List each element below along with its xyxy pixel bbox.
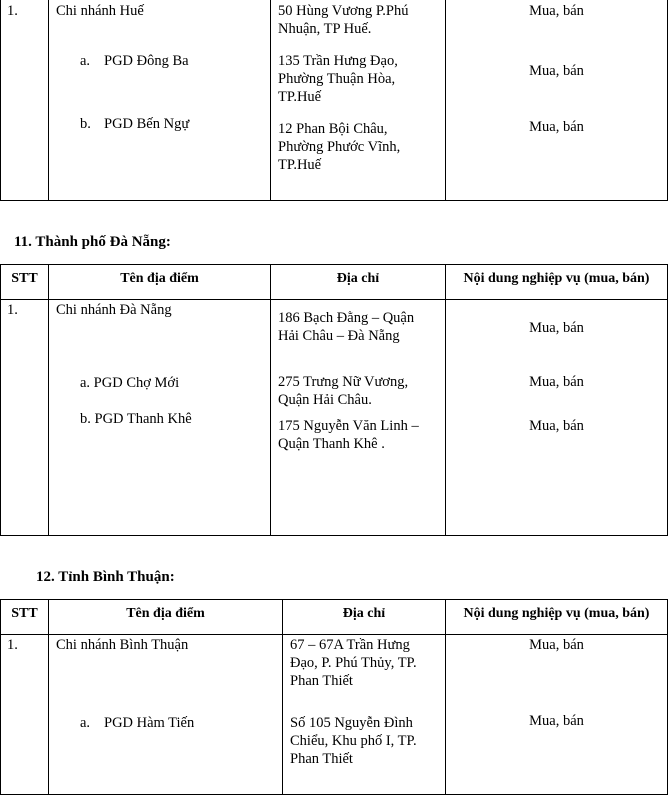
service-cell: Mua, bán — [529, 320, 584, 336]
branch-name: Chi nhánh Đà Nẵng — [56, 302, 172, 318]
address-line: Quận Thanh Khê . — [278, 436, 385, 452]
stt-cell: 1. — [7, 3, 18, 19]
list-marker: b. — [80, 116, 91, 132]
address-line: Phường Phước Vĩnh, — [278, 139, 401, 155]
address-line: Hải Châu – Đà Nẵng — [278, 328, 400, 344]
column-header: Tên địa điểm — [49, 265, 271, 300]
column-header: Nội dung nghiệp vụ (mua, bán) — [446, 265, 668, 300]
stt-cell: 1. — [7, 302, 18, 318]
section-heading: 11. Thành phố Đà Nẵng: — [14, 234, 171, 250]
address-line: 50 Hùng Vương P.Phú — [278, 3, 409, 19]
column-header: Địa chỉ — [283, 600, 446, 635]
column-header: Tên địa điểm — [49, 600, 283, 635]
address-line: TP.Huế — [278, 157, 322, 173]
section-heading: 12. Tỉnh Bình Thuận: — [36, 569, 175, 585]
binhthuan-table — [0, 599, 668, 795]
service-cell: Mua, bán — [529, 418, 584, 434]
service-cell: Mua, bán — [529, 119, 584, 135]
pgd-name: PGD Hàm Tiến — [104, 715, 195, 731]
list-marker: a. — [80, 715, 91, 731]
address-line: 186 Bạch Đằng – Quận — [278, 310, 415, 326]
address-line: 175 Nguyễn Văn Linh – — [278, 418, 419, 434]
address-line: 12 Phan Bội Châu, — [278, 121, 388, 137]
address-line: Quận Hải Châu. — [278, 392, 372, 408]
column-header: Địa chỉ — [271, 265, 446, 300]
address-line: Nhuận, TP Huế. — [278, 21, 372, 37]
branch-name: Chi nhánh Huế — [56, 3, 144, 19]
column-header: STT — [1, 600, 49, 635]
address-line: 135 Trần Hưng Đạo, — [278, 53, 398, 69]
address-line: Phan Thiết — [290, 673, 353, 689]
address-line: Số 105 Nguyễn Đình — [290, 715, 413, 731]
address-line: TP.Huế — [278, 89, 322, 105]
pgd-name: PGD Bến Ngự — [104, 116, 190, 132]
service-cell: Mua, bán — [529, 63, 584, 79]
address-line: 275 Trưng Nữ Vương, — [278, 374, 409, 390]
table-row — [1, 300, 668, 536]
address-line: 67 – 67A Trần Hưng — [290, 637, 410, 653]
address-line: Phường Thuận Hòa, — [278, 71, 396, 87]
table-header-row — [1, 265, 668, 300]
list-marker: a. — [80, 53, 91, 69]
branch-name: Chi nhánh Bình Thuận — [56, 637, 189, 653]
pgd-name: PGD Đông Ba — [104, 53, 189, 69]
address-line: Phan Thiết — [290, 751, 353, 767]
column-header: STT — [1, 265, 49, 300]
address-line: Chiểu, Khu phố I, TP. — [290, 733, 417, 749]
pgd-name: b. PGD Thanh Khê — [80, 411, 192, 427]
hue-table — [0, 0, 668, 201]
service-cell: Mua, bán — [529, 637, 584, 653]
table-row — [1, 0, 668, 201]
table-row — [1, 635, 668, 795]
service-cell: Mua, bán — [529, 713, 584, 729]
address-line: Đạo, P. Phú Thủy, TP. — [290, 655, 417, 671]
service-cell: Mua, bán — [529, 374, 584, 390]
column-header: Nội dung nghiệp vụ (mua, bán) — [446, 600, 668, 635]
service-cell: Mua, bán — [529, 3, 584, 19]
pgd-name: a. PGD Chợ Mới — [80, 375, 180, 391]
danang-table — [0, 264, 668, 536]
table-header-row — [1, 600, 668, 635]
stt-cell: 1. — [7, 637, 18, 653]
